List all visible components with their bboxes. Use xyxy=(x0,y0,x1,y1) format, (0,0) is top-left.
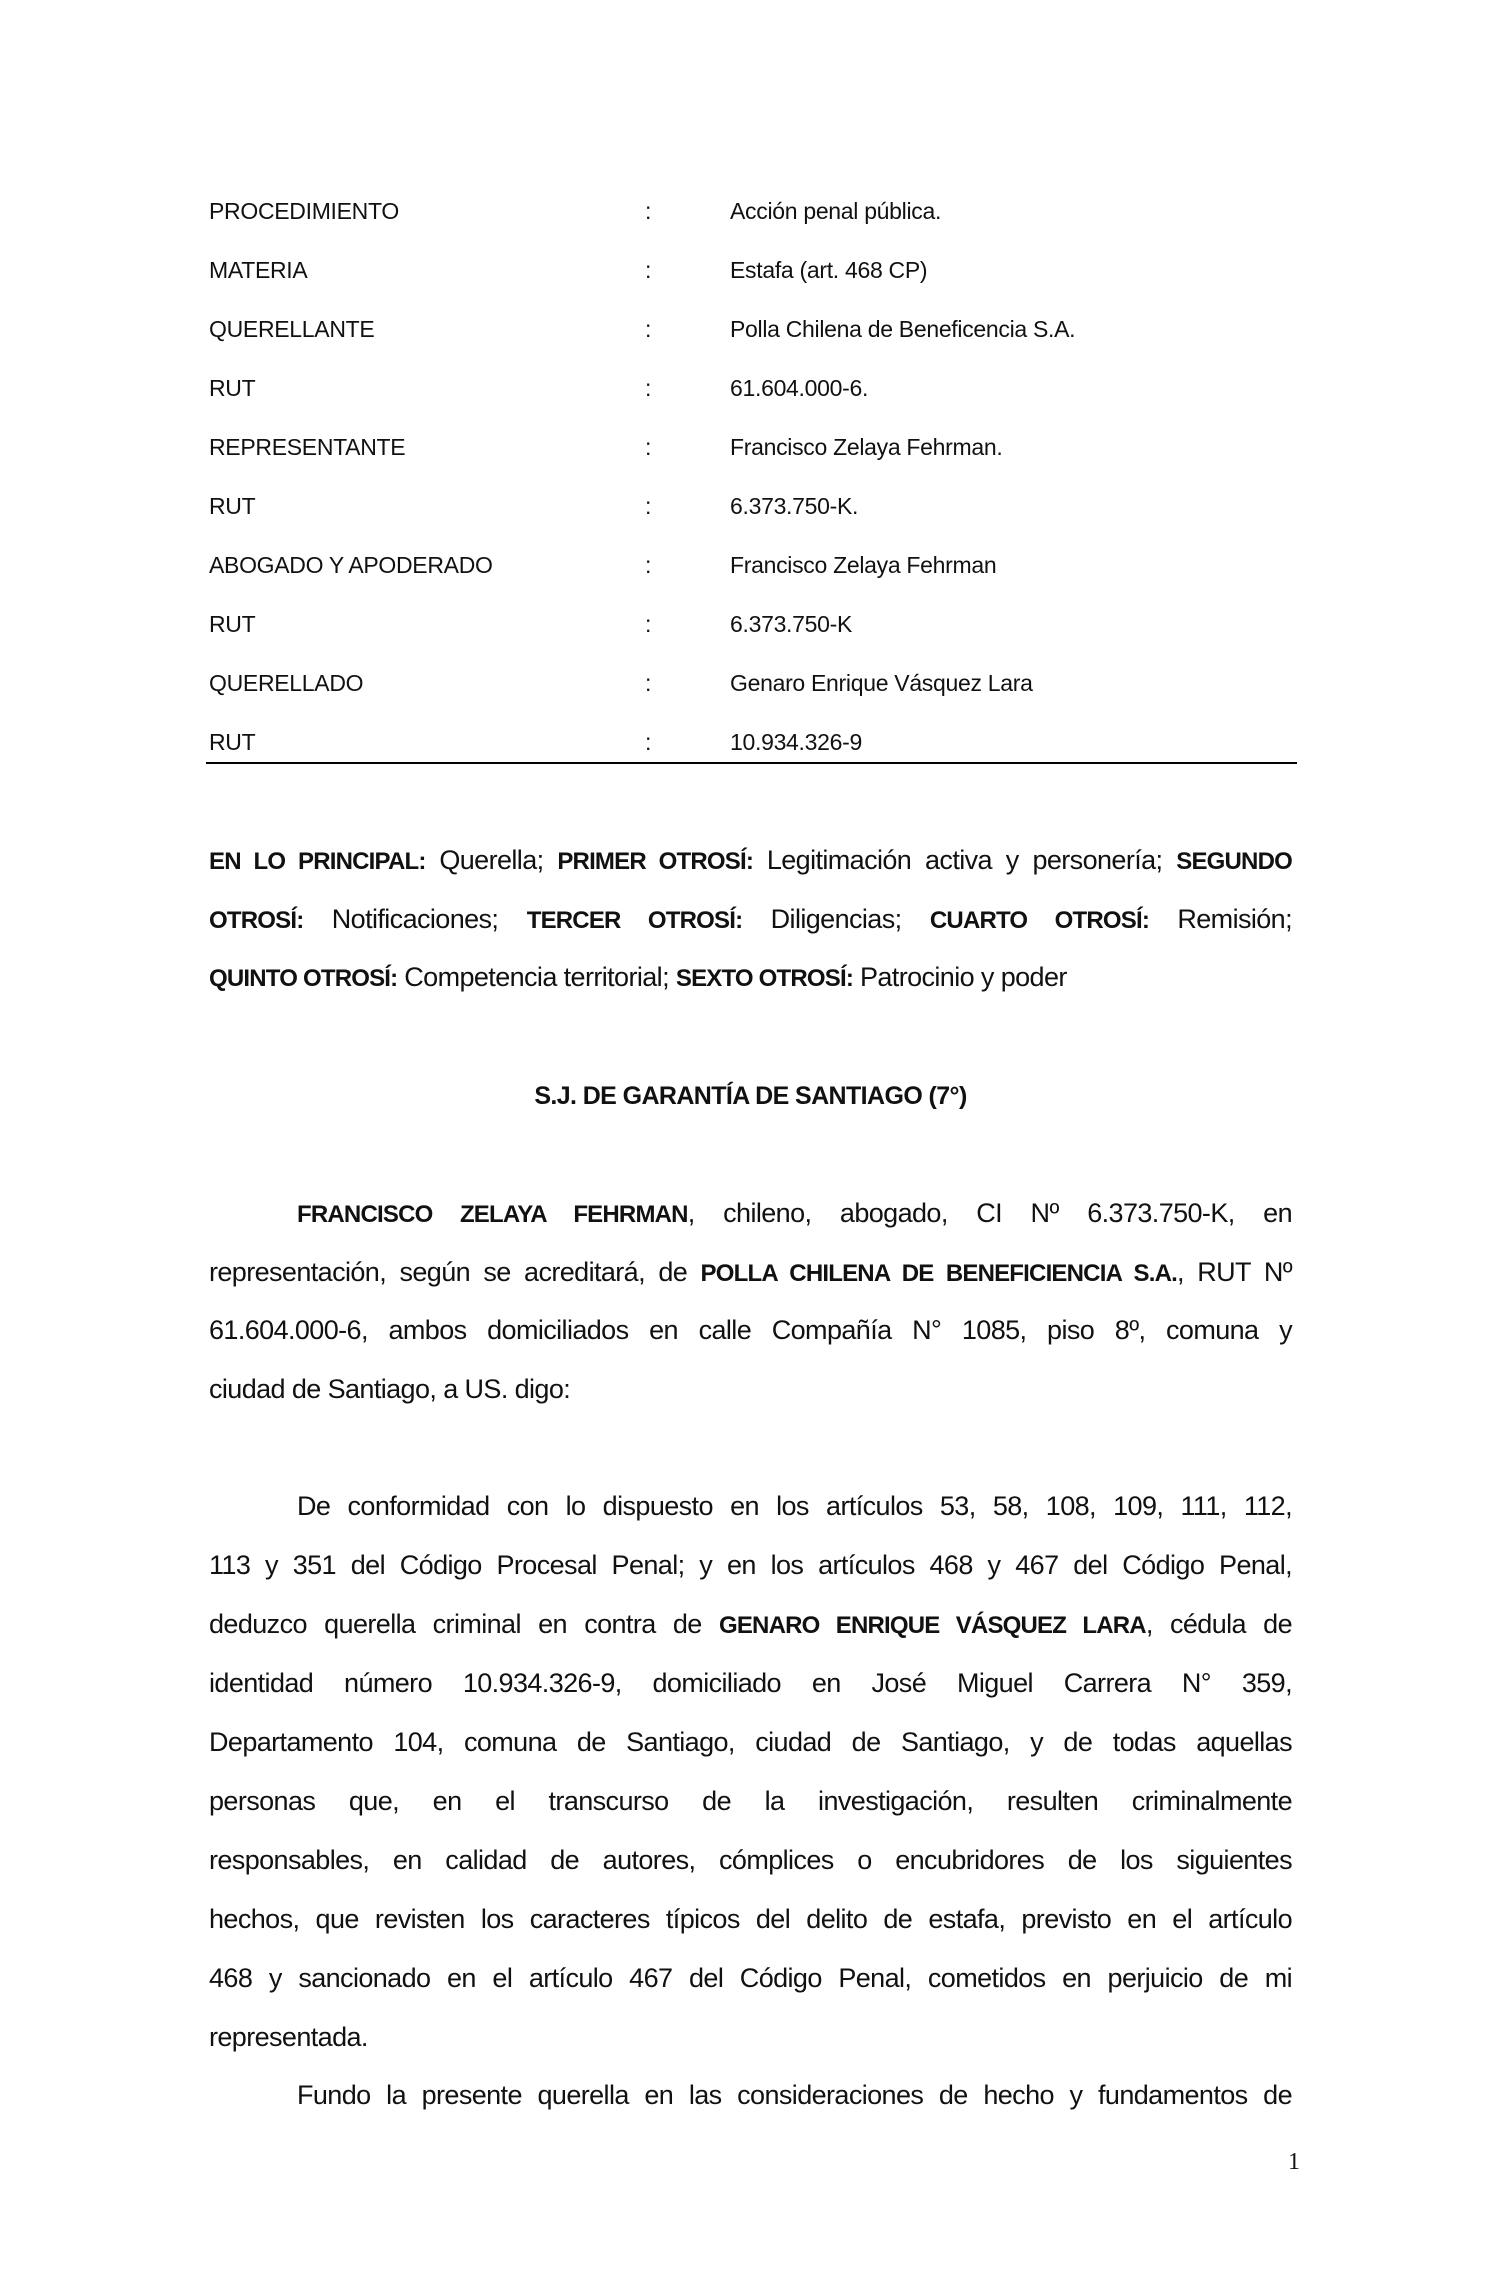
row-label: QUERELLADO xyxy=(209,670,364,696)
text-run: , cédula de xyxy=(1145,1609,1293,1639)
summa-line xyxy=(209,838,1292,882)
row-value: Francisco Zelaya Fehrman. xyxy=(730,434,1003,460)
header-row-procedimiento xyxy=(209,191,1299,231)
text-run: deduzco querella criminal en contra de xyxy=(209,1609,719,1639)
paragraph-line: ciudad de Santiago, a US. digo: xyxy=(209,1374,571,1404)
summa-text: Remisión; xyxy=(1149,904,1293,934)
header-row-representante xyxy=(209,427,1299,467)
summa-line xyxy=(209,955,1292,999)
row-separator: : xyxy=(645,729,652,755)
page-number: 1 xyxy=(1288,2149,1300,2175)
summa-line xyxy=(209,897,1292,941)
summa-label: PRIMER OTROSÍ: xyxy=(557,848,754,875)
summa-label: CUARTO OTROSÍ: xyxy=(929,907,1150,934)
row-value: Polla Chilena de Beneficencia S.A. xyxy=(730,316,1076,342)
paragraph-line: Fundo la presente querella en las consideraciones de hecho y fundamentos de xyxy=(297,2080,1292,2110)
paragraph-line: Departamento 104, comuna de Santiago, ciudad de Santiago, y de todas aquellas xyxy=(209,1727,1292,1757)
row-separator: : xyxy=(645,552,652,578)
row-separator: : xyxy=(645,434,652,460)
row-label: ABOGADO Y APODERADO xyxy=(209,552,493,578)
summa-label: OTROSÍ: xyxy=(209,907,304,934)
bold-name: POLLA CHILENA DE BENEFICIENCIA S.A. xyxy=(700,1260,1178,1287)
paragraph-line xyxy=(297,1191,1292,1235)
row-label: MATERIA xyxy=(209,257,308,283)
row-value: Estafa (art. 468 CP) xyxy=(730,257,928,283)
row-value: 61.604.000-6. xyxy=(730,375,869,401)
summa-text: Diligencias; xyxy=(742,904,930,934)
paragraph-line: responsables, en calidad de autores, cómplices o encubridores de los siguientes xyxy=(209,1845,1292,1875)
row-separator: : xyxy=(645,316,652,342)
header-divider xyxy=(206,762,1297,764)
court-heading: S.J. DE GARANTÍA DE SANTIAGO (7°) xyxy=(534,1082,967,1110)
row-value: Francisco Zelaya Fehrman xyxy=(730,552,997,578)
header-row-rut-querellante xyxy=(209,368,1299,408)
row-value: 6.373.750-K. xyxy=(730,493,859,519)
row-separator: : xyxy=(645,257,652,283)
row-separator: : xyxy=(645,611,652,637)
row-value: Genaro Enrique Vásquez Lara xyxy=(730,670,1033,696)
summa-text: Notificaciones; xyxy=(303,904,527,934)
text-run: , chileno, abogado, CI Nº 6.373.750-K, en xyxy=(687,1198,1292,1228)
header-row-rut-querellado xyxy=(209,722,1299,762)
summa-label: TERCER OTROSÍ: xyxy=(526,907,743,934)
paragraph-line: 113 y 351 del Código Procesal Penal; y en los artículos 468 y 467 del Código Penal, xyxy=(209,1550,1292,1580)
row-separator: : xyxy=(645,375,652,401)
summa-label: EN LO PRINCIPAL: xyxy=(209,848,426,875)
paragraph-line: personas que, en el transcurso de la investigación, resulten criminalmente xyxy=(209,1786,1292,1816)
summa-text: Patrocinio y poder xyxy=(853,962,1067,992)
paragraph-line: 468 y sancionado en el artículo 467 del Código Penal, cometidos en perjuicio de mi xyxy=(209,1963,1292,1993)
header-row-abogado xyxy=(209,545,1299,585)
summa-text: Competencia territorial; xyxy=(397,962,676,992)
summa-text: Legitimación activa y personería; xyxy=(753,845,1177,875)
paragraph-line: 61.604.000-6, ambos domiciliados en calle Compañía N° 1085, piso 8º, comuna y xyxy=(209,1315,1292,1345)
paragraph-line: representada. xyxy=(209,2022,368,2052)
text-run: , RUT Nº xyxy=(1177,1257,1292,1287)
header-row-rut-representante xyxy=(209,486,1299,526)
bold-name: GENARO ENRIQUE VÁSQUEZ LARA xyxy=(718,1612,1146,1639)
row-label: RUT xyxy=(209,493,256,519)
header-row-querellante xyxy=(209,309,1299,349)
paragraph-line xyxy=(209,1250,1292,1294)
summa-text: Querella; xyxy=(425,845,558,875)
header-row-querellado xyxy=(209,663,1299,703)
row-value: 10.934.326-9 xyxy=(730,729,862,755)
row-value: Acción penal pública. xyxy=(730,198,942,224)
row-separator: : xyxy=(645,493,652,519)
paragraph-line xyxy=(209,1602,1292,1646)
row-label: RUT xyxy=(209,375,256,401)
header-row-materia xyxy=(209,250,1299,290)
text-run: representación, según se acreditará, de xyxy=(209,1257,701,1287)
bold-name: FRANCISCO ZELAYA FEHRMAN xyxy=(297,1201,688,1228)
row-label: REPRESENTANTE xyxy=(209,434,406,460)
summa-label: SEXTO OTROSÍ: xyxy=(675,965,854,992)
row-value: 6.373.750-K xyxy=(730,611,853,637)
row-separator: : xyxy=(645,670,652,696)
row-label: RUT xyxy=(209,729,256,755)
row-label: PROCEDIMIENTO xyxy=(209,198,399,224)
summa-label: SEGUNDO xyxy=(1176,848,1292,875)
paragraph-line: identidad número 10.934.326-9, domiciliado en José Miguel Carrera N° 359, xyxy=(209,1668,1292,1698)
row-label: QUERELLANTE xyxy=(209,316,375,342)
header-row-rut-abogado xyxy=(209,604,1299,644)
row-label: RUT xyxy=(209,611,256,637)
summa-label: QUINTO OTROSÍ: xyxy=(209,965,398,992)
row-separator: : xyxy=(645,198,652,224)
paragraph-line: hechos, que revisten los caracteres típicos del delito de estafa, previsto en el artículo xyxy=(209,1904,1292,1934)
paragraph-line: De conformidad con lo dispuesto en los artículos 53, 58, 108, 109, 111, 112, xyxy=(297,1491,1292,1521)
